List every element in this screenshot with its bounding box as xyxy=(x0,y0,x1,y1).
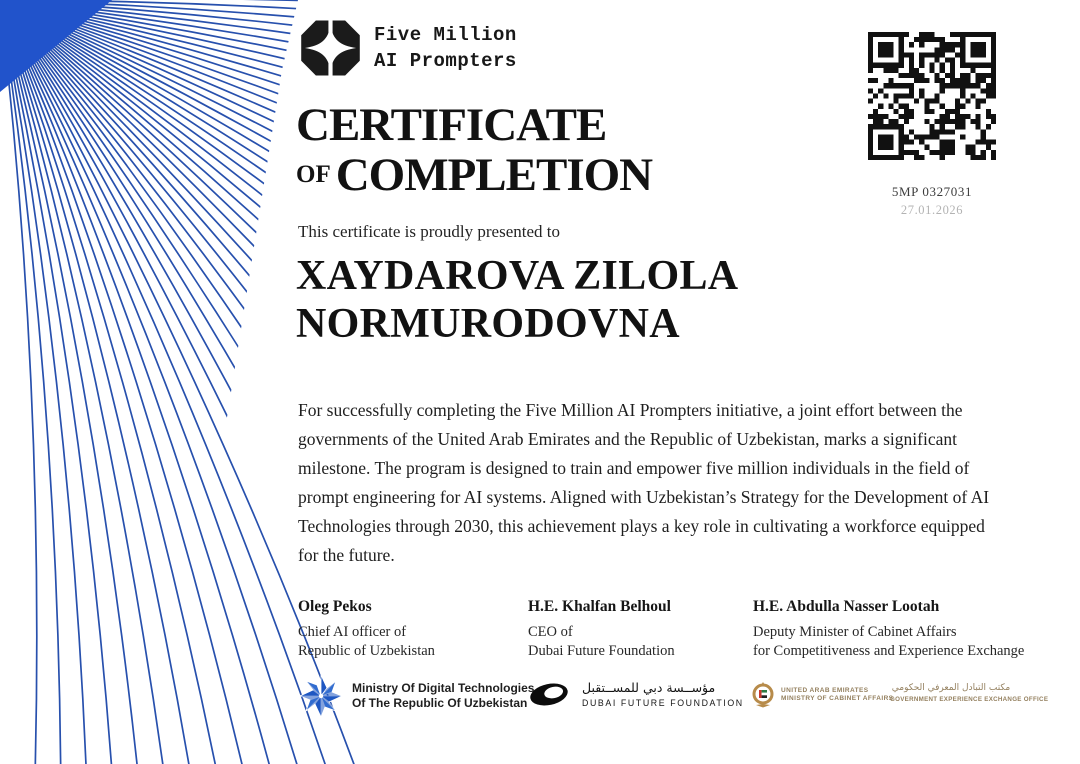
title-completion: COMPLETION xyxy=(335,149,653,201)
signatory-name: H.E. Khalfan Belhoul xyxy=(528,598,671,615)
certificate-id: 5MP 0327031 xyxy=(891,184,973,199)
qr-block xyxy=(862,32,1002,218)
recipient-name xyxy=(296,252,738,348)
uzbekistan-ministry-label xyxy=(352,681,534,711)
recipient-name-line2: NORMURODOVNA xyxy=(296,301,680,347)
uae-cabinet-label xyxy=(781,687,893,704)
signatory-title xyxy=(753,623,1053,660)
brand-logo xyxy=(300,19,517,77)
title-line2 xyxy=(296,150,652,204)
signatory-title-line1: CEO of xyxy=(528,624,573,640)
certificate-date: 27.01.2026 xyxy=(900,203,964,217)
dubai-future-foundation-icon xyxy=(528,681,570,708)
uae-cabinet-affairs-logo xyxy=(752,681,893,709)
recipient-name-line1: XAYDAROVA ZILOLA xyxy=(296,253,739,299)
signatory-abdulla-nasser-lootah xyxy=(753,598,1053,660)
signatory-name: Oleg Pekos xyxy=(298,598,372,615)
brand-logo-line1: Five Million xyxy=(374,24,517,46)
signatory-khalfan-belhoul xyxy=(528,598,743,660)
signatory-title-line1: Chief AI officer of xyxy=(298,624,407,640)
title-of: OF xyxy=(296,161,331,188)
five-million-ai-prompters-logo-icon xyxy=(300,19,361,77)
signatory-title xyxy=(298,623,518,660)
certificate-body-text: For successfully completing the Five Million AI Prompters initiative, a joint effort between the governments of the United Arab Emirates and the Republic of Uzbekistan, marks a significant milestone. The program is designed to train and empower five million individuals in the field of prompt engineering for AI systems. Aligned with Uzbekistan’s Strategy for the Development of AI Technologies through 2030, this achievement plays a key role in cultivating a workforce equipped for the future. xyxy=(298,400,990,565)
dubai-future-foundation-arabic: مؤســسة دبي للمســتقبل xyxy=(582,680,716,695)
signatory-title-line1: Deputy Minister of Cabinet Affairs xyxy=(753,624,957,640)
uzbekistan-ministry-line1: Ministry Of Digital Technologies xyxy=(352,681,535,695)
uae-falcon-emblem-icon xyxy=(752,681,774,709)
uzbekistan-ministry-star-icon xyxy=(299,674,343,718)
uzbekistan-ministry-line2: Of The Republic Of Uzbekistan xyxy=(352,696,528,710)
signatory-title xyxy=(528,623,743,660)
geeo-latin: GOVERNMENT EXPERIENCE EXCHANGE OFFICE xyxy=(890,696,1049,703)
signatory-title-line2: for Competitiveness and Experience Exchange xyxy=(753,642,1025,659)
uae-cabinet-line1: UNITED ARAB EMIRATES xyxy=(781,686,869,694)
geeo-arabic: مكتب التبادل المعرفي الحكومي xyxy=(891,683,1011,693)
signatory-name: H.E. Abdulla Nasser Lootah xyxy=(753,598,940,615)
presented-to-line: This certificate is proudly presented to xyxy=(298,222,560,241)
dubai-future-foundation-label xyxy=(582,681,744,708)
title-line1: CERTIFICATE xyxy=(296,99,607,151)
signatory-title-line2: Republic of Uzbekistan xyxy=(298,642,435,659)
dubai-future-foundation-latin: DUBAI FUTURE FOUNDATION xyxy=(582,698,744,708)
dubai-future-foundation-logo xyxy=(528,681,744,708)
brand-logo-line2: AI Prompters xyxy=(374,50,517,72)
uzbekistan-ministry-logo xyxy=(299,674,534,718)
government-experience-exchange-office-label xyxy=(890,683,1049,703)
certificate-title xyxy=(296,100,652,204)
qr-code xyxy=(868,32,996,160)
signatory-oleg-pekos xyxy=(298,598,518,660)
signatory-title-line2: Dubai Future Foundation xyxy=(528,642,675,659)
uae-cabinet-line2: MINISTRY OF CABINET AFFAIRS xyxy=(781,695,894,702)
brand-logo-text xyxy=(374,22,517,74)
